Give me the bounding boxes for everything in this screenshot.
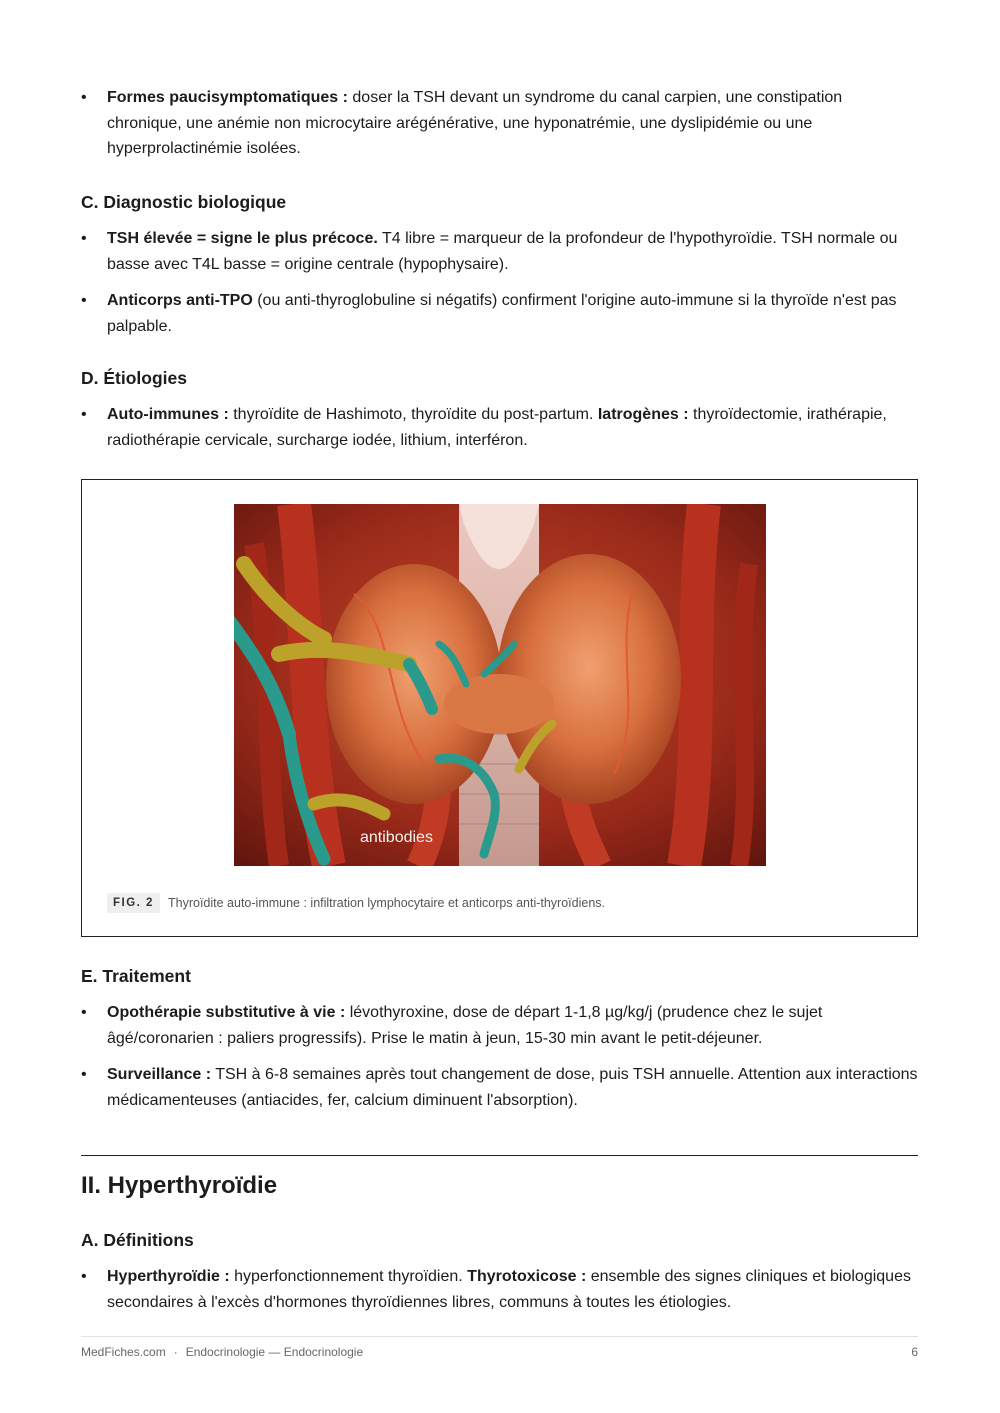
bullet-dot: • [81,1268,87,1285]
bullet-dot: • [81,406,87,423]
thyroid-antibodies-illustration [234,504,766,866]
bullet-auto-immunes: • Auto-immunes : thyroïdite de Hashimoto, thyroïdite du post-partum. Iatrogènes : thyroïdectomie, irathérapie, radiothérapie cervicale, surcharge iodée, lithium, interféron. [81,402,918,453]
heading-definitions: A. Définitions [81,1230,194,1250]
bullet-tsh-elevee: • TSH élevée = signe le plus précoce. T4 libre = marqueur de la profondeur de l'hypothyroïdie. TSH normale ou basse avec T4L basse = origine centrale (hypophysaire). [81,226,918,277]
bullet-surveillance: • Surveillance : TSH à 6-8 semaines après tout changement de dose, puis TSH annuelle. Attention aux interactions médicamenteuses (antiacides, fer, calcium diminuent l'absorption). [81,1062,918,1113]
bullet-dot: • [81,230,87,247]
footer-separator: · [173,1345,178,1359]
figure-caption: Thyroïdite auto-immune : infiltration lymphocytaire et anticorps anti-thyroïdiens. [168,896,605,910]
bullet-formes-paucisymptomatiques: • Formes paucisymptomatiques : doser la TSH devant un syndrome du canal carpien, une constipation chronique, une anémie non microcytaire arégénérative, une hyponatrémie, une dyslipidémie ou une hyperprolactinémie isolées. [81,85,918,162]
heading-traitement: E. Traitement [81,966,191,986]
heading-hyperthyroidie: II. Hyperthyroïdie [81,1172,278,1199]
bullet-anticorps-anti-tpo: • Anticorps anti-TPO (ou anti-thyroglobuline si négatifs) confirment l'origine auto-immune si la thyroïde n'est pas palpable. [81,288,918,339]
bullet-dot: • [81,1004,87,1021]
footer-divider [81,1336,918,1337]
image-label-antibodies: antibodies [360,829,433,846]
document-page [81,0,918,1413]
footer-section: Endocrinologie — Endocrinologie [185,1345,364,1359]
bullet-opotherapie: • Opothérapie substitutive à vie : lévothyroxine, dose de départ 1-1,8 µg/kg/j (prudence chez le sujet âgé/coronarien : paliers progressifs). Prise le matin à jeun, 15-30 min avant le petit-déjeuner. [81,1000,918,1051]
page-footer [81,1343,918,1361]
bullet-dot: • [81,292,87,309]
section-divider [81,1155,918,1156]
heading-diagnostic-biologique: C. Diagnostic biologique [81,192,287,212]
heading-etiologies: D. Étiologies [81,368,187,388]
figure-tag: FIG. 2 [107,893,160,913]
bullet-hyperthyroidie-definition: • Hyperthyroïdie : hyperfonctionnement thyroïdien. Thyrotoxicose : ensemble des signes cliniques et biologiques secondaires à l'excès d'hormones thyroïdiennes libres, communs à toutes les étiologies. [81,1264,918,1315]
page-number: 6 [911,1345,918,1359]
bullet-dot: • [81,1066,87,1083]
footer-site: MedFiches.com [81,1345,166,1359]
figure-box [81,479,918,937]
bullet-dot: • [81,89,87,106]
